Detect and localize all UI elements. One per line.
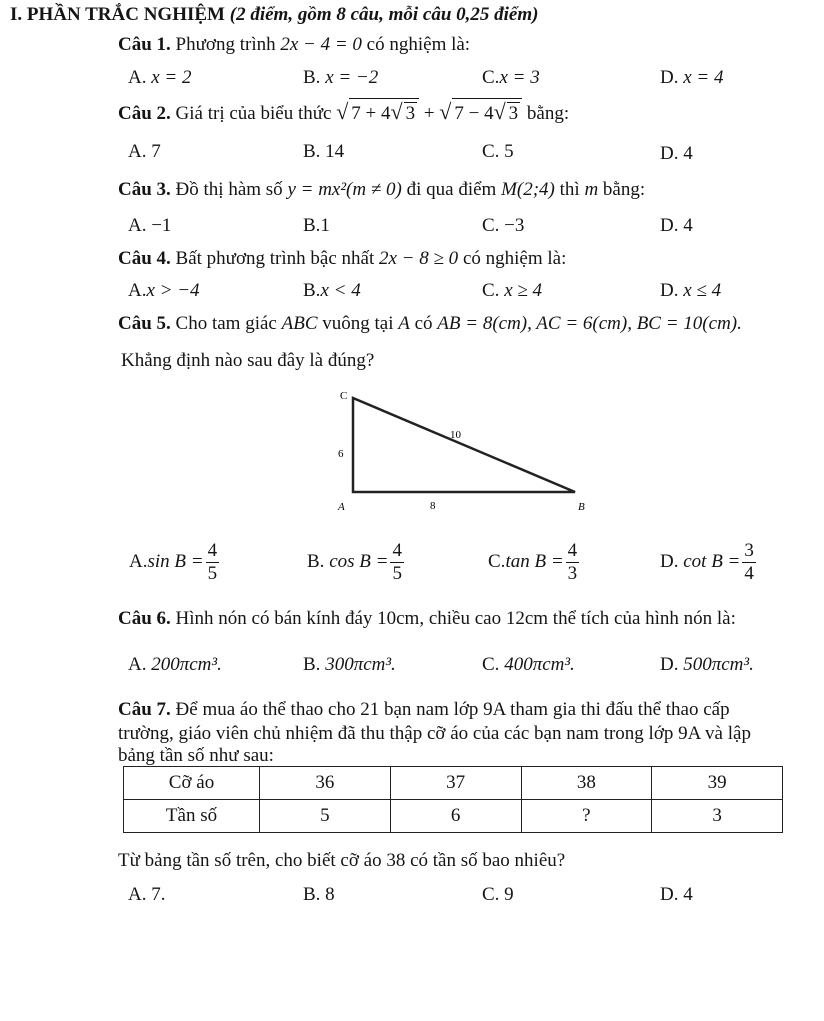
- table-cell: 39: [652, 767, 783, 800]
- q7-line2: trường, giáo viên chủ nhiệm đã thu thập cỡ áo của các bạn nam trong lớp 9A và lập: [118, 723, 751, 744]
- q2-label: Câu 2.: [118, 103, 171, 124]
- q6-option-b[interactable]: B. 300πcm³.: [303, 654, 396, 675]
- table-cell: 5: [260, 800, 391, 833]
- q5-option-d[interactable]: D. cot B = $\frac{3}{4}$: [660, 540, 754, 584]
- q4-option-a[interactable]: A.x > −4: [128, 280, 200, 301]
- q5-sides: AB = 8(cm), AC = 6(cm), BC = 10(cm).: [437, 313, 742, 334]
- q7-line3: bảng tần số như sau:: [118, 745, 274, 766]
- q7-option-b[interactable]: B. 8: [303, 884, 335, 905]
- question-2: [118, 98, 569, 125]
- q3-var: m: [584, 179, 599, 200]
- q6-option-d[interactable]: D. 500πcm³.: [660, 654, 754, 675]
- triangle-figure: [320, 385, 610, 515]
- table-cell: 36: [260, 767, 391, 800]
- q5-triangle: ABC: [281, 313, 318, 334]
- q3-mid2: thì: [559, 179, 580, 200]
- q4-option-d[interactable]: D. x ≤ 4: [660, 280, 722, 301]
- q5-option-a[interactable]: A.sin B = $\frac{4}{5}$: [129, 540, 218, 584]
- q5-co: có: [414, 313, 433, 334]
- vertex-b: B: [578, 501, 585, 513]
- q2-text: Giá trị của biểu thức: [175, 103, 332, 124]
- q4-text: Bất phương trình bậc nhất: [175, 248, 375, 269]
- question-1: [118, 34, 470, 56]
- q4-equation: 2x − 8 ≥ 0: [379, 248, 459, 269]
- question-7: [118, 699, 730, 721]
- q6-option-a[interactable]: A. 200πcm³.: [128, 654, 222, 675]
- q7-option-d[interactable]: D. 4: [660, 884, 693, 905]
- question-4: [118, 248, 566, 270]
- q6-option-c[interactable]: C. 400πcm³.: [482, 654, 575, 675]
- q5-vertex: A: [398, 313, 410, 334]
- frequency-table: [123, 766, 783, 833]
- question-3: [118, 179, 645, 201]
- q2-after: bằng:: [526, 103, 570, 124]
- q1-option-d[interactable]: D. x = 4: [660, 67, 724, 88]
- q5-option-c[interactable]: C.tan B = $\frac{4}{3}$: [488, 540, 578, 584]
- q1-label: Câu 1.: [118, 34, 171, 55]
- q5-label: Câu 5.: [118, 313, 171, 334]
- q5-line2: Khẳng định nào sau đây là đúng?: [121, 350, 375, 371]
- vertex-c: C: [340, 390, 348, 402]
- section-subtitle: (2 điểm, gồm 8 câu, mỗi câu 0,25 điểm): [229, 4, 539, 25]
- section-title: I. PHẦN TRẮC NGHIỆM: [10, 4, 225, 25]
- section-heading: [10, 4, 538, 26]
- q2-expression: √ 7 + 4√ 3 + √ 7 − 4√ 3: [336, 103, 527, 124]
- table-header-frequency: Tần số: [124, 800, 260, 833]
- q4-option-c[interactable]: C. x ≥ 4: [482, 280, 543, 301]
- q1-option-a[interactable]: A. x = 2: [128, 67, 192, 88]
- table-cell: 3: [652, 800, 783, 833]
- q1-after: có nghiệm là:: [366, 34, 471, 55]
- q7-question: Từ bảng tần số trên, cho biết cỡ áo 38 có tần số bao nhiêu?: [118, 850, 566, 871]
- side-bc-label: 10: [450, 429, 461, 441]
- q3-option-b[interactable]: B.1: [303, 215, 330, 236]
- q6-label: Câu 6.: [118, 608, 171, 629]
- vertex-a: A: [338, 501, 345, 513]
- q1-option-c[interactable]: C.x = 3: [482, 67, 540, 88]
- triangle-shape: [353, 398, 575, 492]
- q7-line1: Để mua áo thể thao cho 21 bạn nam lớp 9A tham gia thi đấu thể thao cấp: [175, 699, 730, 720]
- table-cell: 37: [390, 767, 521, 800]
- q3-after: bằng:: [602, 179, 646, 200]
- q2-option-b[interactable]: B. 14: [303, 141, 345, 162]
- table-row: [124, 767, 783, 800]
- question-6: [118, 608, 736, 630]
- q3-text: Đồ thị hàm số: [175, 179, 283, 200]
- table-cell: 6: [390, 800, 521, 833]
- q2-option-d[interactable]: D. 4: [660, 143, 693, 164]
- table-cell: ?: [521, 800, 652, 833]
- q5-text: Cho tam giác: [175, 313, 277, 334]
- q4-after: có nghiệm là:: [462, 248, 567, 269]
- q1-option-b[interactable]: B. x = −2: [303, 67, 379, 88]
- q5-mid: vuông tại: [322, 313, 394, 334]
- side-ac-label: 6: [338, 448, 344, 460]
- q3-option-c[interactable]: C. −3: [482, 215, 525, 236]
- q7-option-a[interactable]: A. 7.: [128, 884, 166, 905]
- q5-option-b[interactable]: B. cos B = $\frac{4}{5}$: [307, 540, 402, 584]
- q4-label: Câu 4.: [118, 248, 171, 269]
- q2-option-a[interactable]: A. 7: [128, 141, 161, 162]
- table-cell: 38: [521, 767, 652, 800]
- side-ab-label: 8: [430, 500, 436, 512]
- q1-equation: 2x − 4 = 0: [280, 34, 362, 55]
- q4-option-b[interactable]: B.x < 4: [303, 280, 361, 301]
- table-row: [124, 800, 783, 833]
- q7-option-c[interactable]: C. 9: [482, 884, 514, 905]
- q3-point: M(2;4): [501, 179, 555, 200]
- question-5: [118, 313, 742, 335]
- q2-option-c[interactable]: C. 5: [482, 141, 514, 162]
- q6-text: Hình nón có bán kính đáy 10cm, chiều cao 12cm thể tích của hình nón là:: [175, 608, 736, 629]
- q3-option-d[interactable]: D. 4: [660, 215, 693, 236]
- q1-text: Phương trình: [175, 34, 276, 55]
- table-header-size: Cỡ áo: [124, 767, 260, 800]
- q7-label: Câu 7.: [118, 699, 171, 720]
- q3-mid: đi qua điểm: [406, 179, 497, 200]
- q3-equation: y = mx²(m ≠ 0): [287, 179, 402, 200]
- q3-option-a[interactable]: A. −1: [128, 215, 172, 236]
- q3-label: Câu 3.: [118, 179, 171, 200]
